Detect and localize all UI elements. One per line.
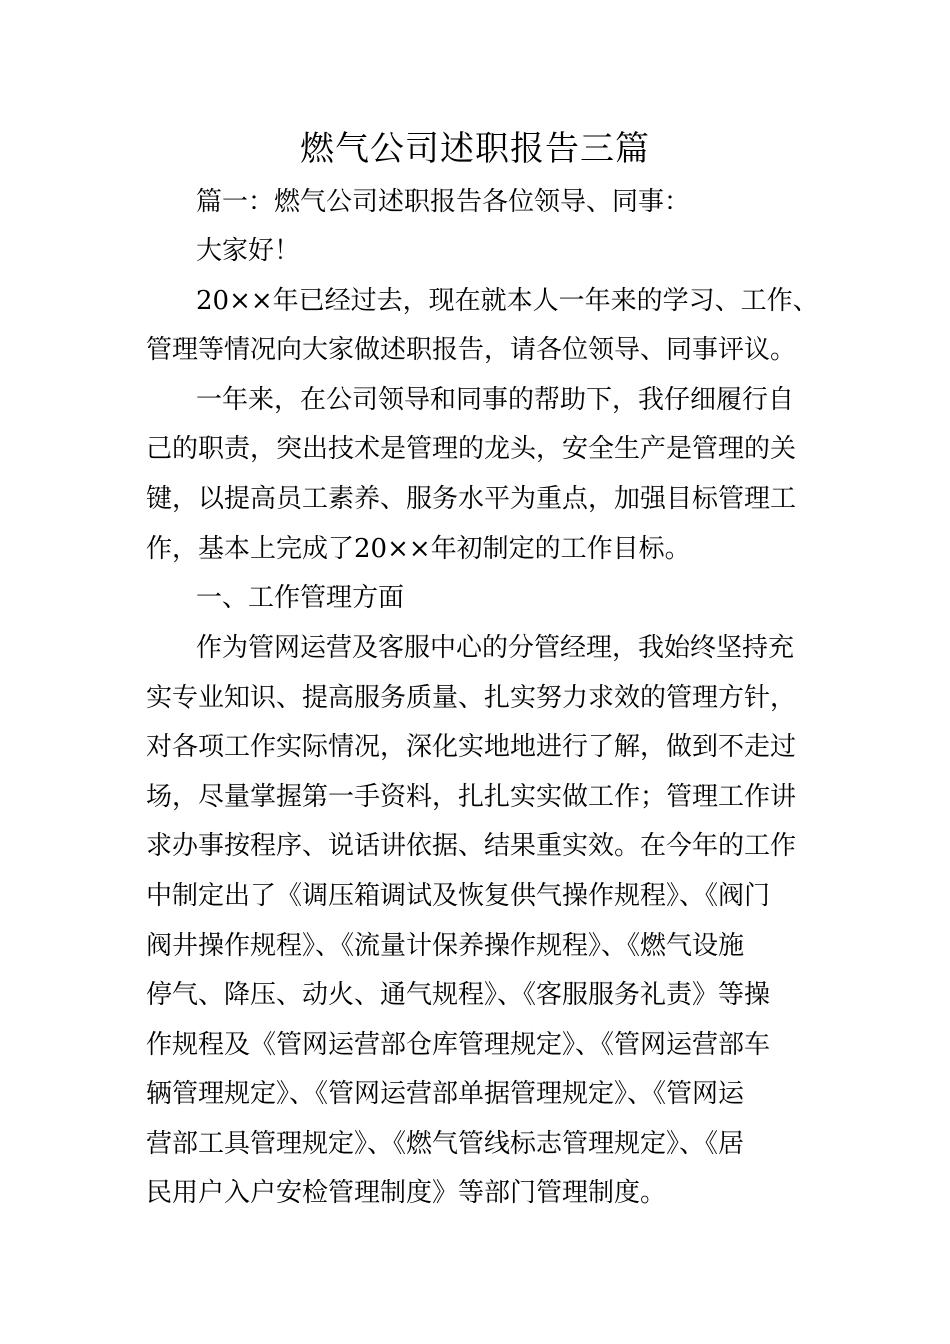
text-line: 营部工具管理规定》、《燃气管线标志管理规定》、《居: [146, 1129, 745, 1159]
text-line: 大家好！: [196, 236, 301, 266]
text-line: 阀井操作规程》、《流量计保养操作规程》、《燃气设施: [146, 931, 745, 961]
text-line: 求办事按程序、说话讲依据、结果重实效。在今年的工作: [146, 831, 797, 861]
text-line: 作，基本上完成了20××年初制定的工作目标。: [146, 534, 691, 564]
text-line: 键，以提高员工素养、服务水平为重点，加强目标管理工: [146, 484, 797, 514]
text-line: 一年来，在公司领导和同事的帮助下，我仔细履行自: [196, 385, 795, 415]
text-line: 实专业知识、提高服务质量、扎实努力求效的管理方针，: [146, 683, 797, 713]
text-line: 对各项工作实际情况，深化实地地进行了解，做到不走过: [146, 732, 797, 762]
text-line: 辆管理规定》、《管网运营部单据管理规定》、《管网运: [146, 1079, 745, 1109]
text-line: 民用户入户安检管理制度》等部门管理制度。: [146, 1178, 667, 1208]
text-line: 管理等情况向大家做述职报告，请各位领导、同事评议。: [146, 335, 797, 365]
text-line: 作为管网运营及客服中心的分管经理，我始终坚持充: [196, 633, 795, 663]
text-line: 中制定出了《调压箱调试及恢复供气操作规程》、《阀门: [146, 881, 771, 911]
text-line: 场，尽量掌握第一手资料，扎扎实实做工作；管理工作讲: [146, 782, 797, 812]
text-line: 20××年已经过去，现在就本人一年来的学习、工作、: [196, 286, 819, 316]
document-title: 燃气公司述职报告三篇: [300, 129, 650, 169]
text-line: 一、工作管理方面: [196, 583, 405, 613]
text-line: 作规程及《管网运营部仓库管理规定》、《管网运营部车: [146, 1030, 771, 1060]
text-line: 篇一：燃气公司述职报告各位领导、同事：: [196, 187, 691, 217]
text-line: 己的职责，突出技术是管理的龙头，安全生产是管理的关: [146, 434, 797, 464]
text-line: 停气、降压、动火、通气规程》、《客服服务礼责》等操: [146, 980, 771, 1010]
